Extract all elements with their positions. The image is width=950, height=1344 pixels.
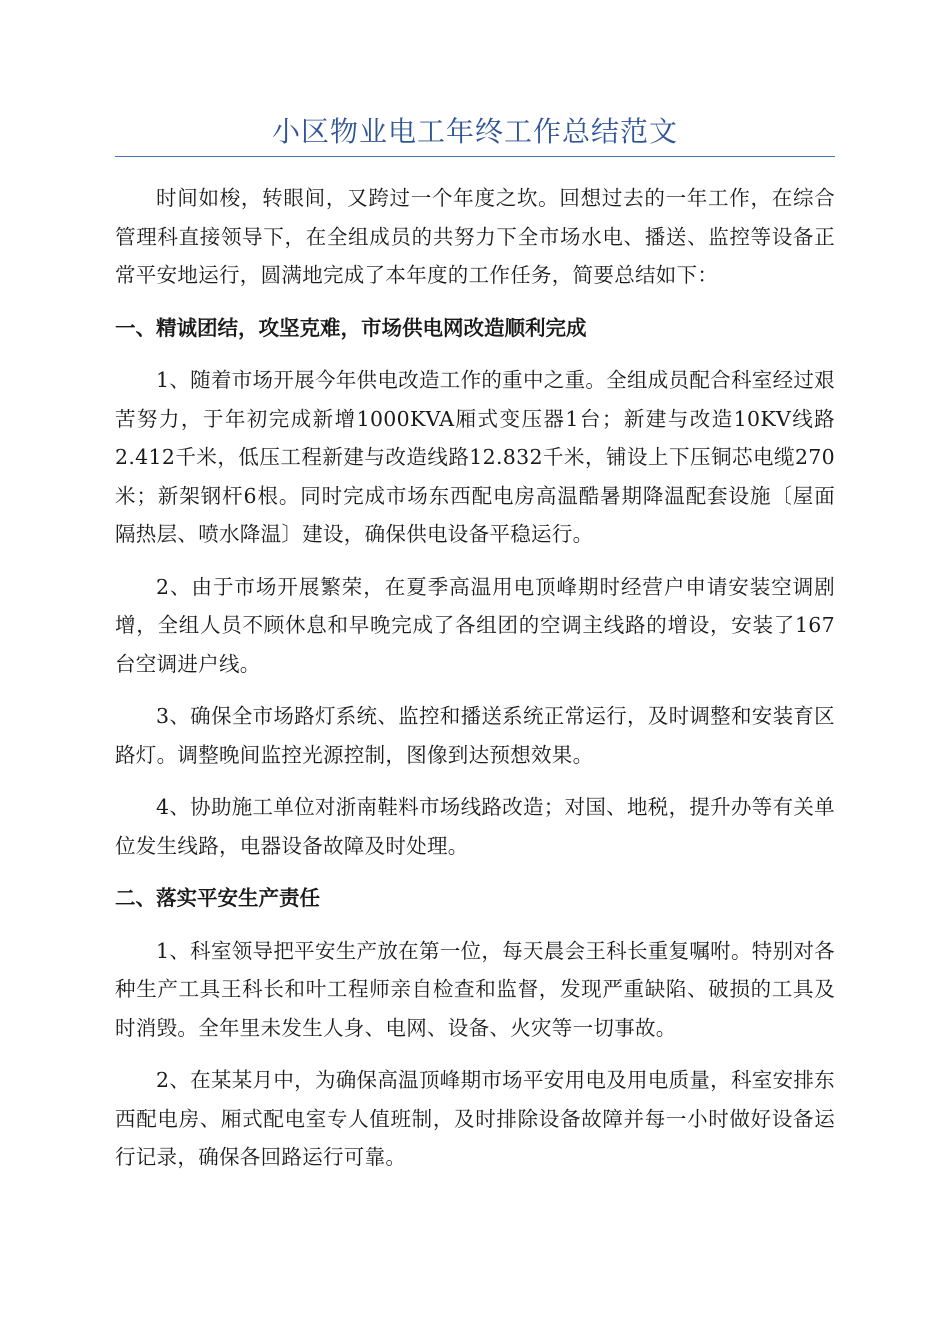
intro-paragraph: 时间如梭，转眼间，又跨过一个年度之坎。回想过去的一年工作，在综合管理科直接领导下，在全组成员的共努力下全市场水电、播送、监控等设备正常平安地运行，圆满地完成了本年度的工作任务，简要总结如下： bbox=[115, 186, 835, 287]
document-title: 小区物业电工年终工作总结范文 bbox=[271, 115, 678, 148]
title-underline bbox=[115, 156, 835, 157]
section-heading-2: 二、落实平安生产责任 bbox=[115, 886, 320, 910]
section-1-paragraph-1: 1、随着市场开展今年供电改造工作的重中之重。全组成员配合科室经过艰苦努力，于年初完成新增1000KVA厢式变压器1台；新建与改造10KV线路2.412千米，低压工程新建与改造线路12.832千米，铺设上下压铜芯电缆270米；新架钢杆6根。同时完成市场东西配电房高温酷暑期降温配套设施〔屋面隔热层、喷水降温〕建设，确保供电设备平稳运行。 bbox=[115, 368, 835, 546]
document-page bbox=[115, 110, 835, 1177]
section-1-paragraph-4: 4、协助施工单位对浙南鞋料市场线路改造；对国、地税，提升办等有关单位发生线路，电器设备故障及时处理。 bbox=[115, 795, 835, 858]
section-2-paragraph-2: 2、在某某月中，为确保高温顶峰期市场平安用电及用电质量，科室安排东西配电房、厢式配电室专人值班制，及时排除设备故障并每一小时做好设备运行记录，确保各回路运行可靠。 bbox=[115, 1068, 835, 1169]
section-1-paragraph-3: 3、确保全市场路灯系统、监控和播送系统正常运行，及时调整和安装育区路灯。调整晚间监控光源控制，图像到达预想效果。 bbox=[115, 704, 835, 767]
section-heading-1: 一、精诚团结，攻坚克难，市场供电网改造顺利完成 bbox=[115, 315, 587, 340]
section-1-paragraph-2: 2、由于市场开展繁荣，在夏季高温用电顶峰期时经营户申请安装空调剧增，全组人员不顾休息和早晚完成了各组团的空调主线路的增设，安装了167台空调进户线。 bbox=[115, 574, 835, 676]
section-2-paragraph-1: 1、科室领导把平安生产放在第一位，每天晨会王科长重复嘱咐。特别对各种生产工具王科长和叶工程师亲自检查和监督，发现严重缺陷、破损的工具及时消毁。全年里未发生人身、电网、设备、火灾等一切事故。 bbox=[115, 938, 835, 1040]
